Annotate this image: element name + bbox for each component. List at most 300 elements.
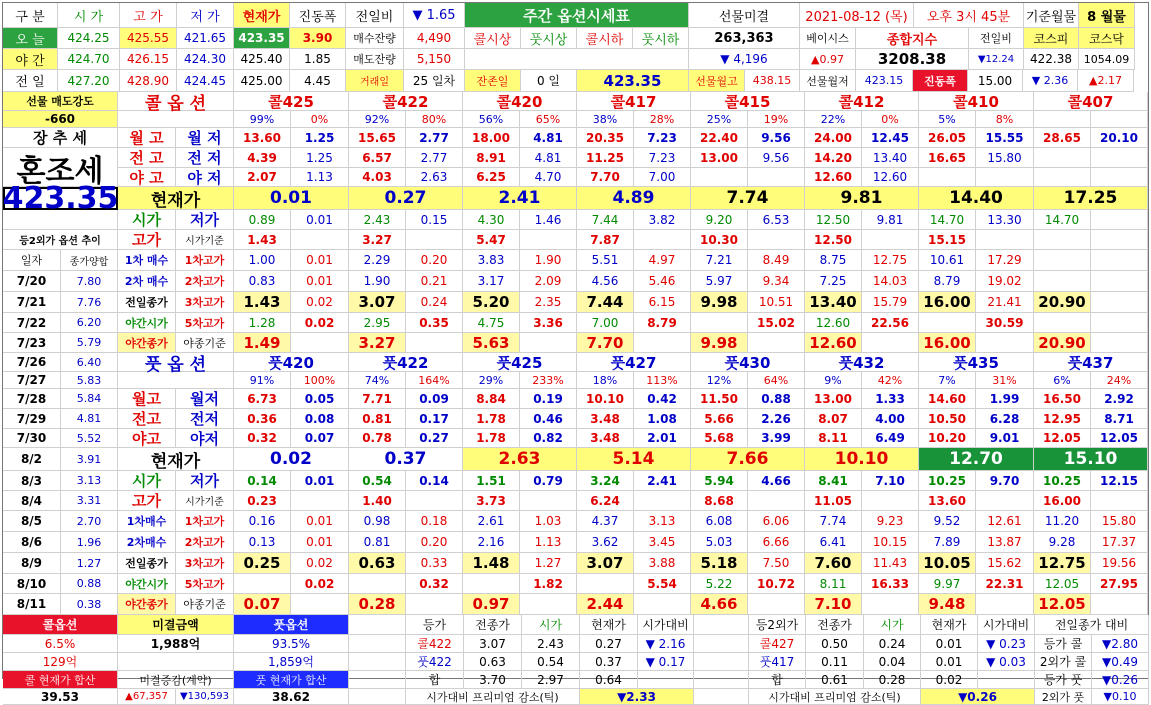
header-col: 8 월물: [1079, 3, 1135, 28]
lbl: 고가: [118, 230, 176, 250]
put-prevclose-a: 5.18: [691, 553, 748, 574]
put-wk-b: 0.42: [634, 389, 691, 409]
put-b1-b: 9.23: [862, 511, 919, 532]
put-pv-a: 10.50: [919, 409, 976, 429]
header-col: 저 가: [177, 3, 234, 28]
date: 8/3: [3, 471, 61, 491]
date-col: 일자: [3, 250, 61, 271]
call-b2-a: [1034, 271, 1091, 292]
put-nightopen-b: 5.54: [634, 574, 691, 594]
ask-qty: 5,150: [404, 49, 465, 70]
call-pv-b: 1.25: [291, 148, 349, 168]
call-amount: 129억: [3, 653, 118, 671]
prev-cell: 전 일: [3, 70, 58, 92]
put-pv-row: [3, 409, 1148, 429]
call-high-b: [862, 230, 919, 250]
lbl: 전 고: [118, 148, 176, 168]
date: 7/29: [3, 409, 61, 429]
call-b1-b: [1091, 250, 1148, 271]
call-nightclose-a: 7.70: [577, 333, 634, 353]
date-sum: 3.91: [61, 448, 118, 471]
kospi-change: ▼ 2.36: [1023, 70, 1078, 92]
call-b2-b: 19.02: [976, 271, 1034, 292]
put-current: 0.02: [234, 448, 349, 471]
header-row: [3, 3, 1148, 28]
call-nightopen-b: 0.02: [291, 313, 349, 333]
call-wk-b: 12.45: [862, 128, 919, 148]
put-b1-b: 1.03: [520, 511, 577, 532]
put-high-a: 16.00: [1034, 491, 1091, 511]
call-pct-b: 80%: [406, 111, 463, 128]
blank: [465, 49, 689, 70]
put-nightopen-a: [349, 574, 406, 594]
trade-day: 25 일차: [404, 70, 465, 92]
call-nt-b: [748, 168, 805, 187]
date: 7/21: [3, 292, 61, 313]
t2-head: 시가대비: [978, 615, 1035, 635]
put-nightclose-a: 2.44: [577, 594, 634, 615]
put-nightclose-a: 0.07: [234, 594, 291, 615]
blank: [118, 653, 234, 671]
header-col: ▼ 1.65: [404, 3, 465, 28]
call-nt-a: 4.03: [349, 168, 406, 187]
put-nightopen-a: [577, 574, 634, 594]
header-col: 주간 옵션시세표: [465, 3, 689, 28]
date: 8/11: [3, 594, 61, 615]
kospi-label: 코스피: [1024, 28, 1079, 49]
t1-cell: 3.70: [464, 671, 522, 689]
put-nt-a: 12.05: [1034, 429, 1091, 448]
put-current: 7.66: [691, 448, 805, 471]
call-nightopen-a: 2.95: [349, 313, 406, 333]
oi-down: ▼130,593: [176, 689, 234, 705]
call-prevclose-b: 6.15: [634, 292, 691, 313]
call-wk-b: 2.77: [406, 128, 463, 148]
call-high-a: 15.15: [919, 230, 976, 250]
put-prevclose-a: 10.05: [919, 553, 976, 574]
blank: [3, 210, 118, 230]
put-pct-b: 24%: [1091, 372, 1148, 389]
t2-foot-label2: 2외가 풋: [1035, 689, 1092, 705]
call-pct-a: 25%: [691, 111, 748, 128]
put-wk-row: [3, 389, 1148, 409]
call-strike: 콜422: [349, 92, 463, 111]
blank: [694, 615, 749, 635]
put-prevclose-b: 0.02: [291, 553, 349, 574]
call-high-a: 10.30: [691, 230, 748, 250]
lbl: 야고: [118, 429, 176, 448]
put-strike: 풋422: [349, 353, 463, 372]
call-pct-a: [1034, 111, 1091, 128]
date: 8/2: [3, 448, 61, 471]
put-open-b: 2.41: [634, 471, 691, 491]
lbl: 야 저: [176, 168, 234, 187]
put-pv-b: 6.28: [976, 409, 1034, 429]
call-open-b: 0.01: [291, 210, 349, 230]
put-wk-b: 0.19: [520, 389, 577, 409]
put-open-a: 8.41: [805, 471, 862, 491]
call-nt-b: 4.70: [520, 168, 577, 187]
blank: [694, 653, 749, 671]
t2-cell: 합: [749, 671, 806, 689]
today-cell: 오 늘: [3, 28, 58, 49]
composite-index-label: 종합지수: [856, 28, 969, 49]
kosdaq-change: ▲2.17: [1078, 70, 1134, 92]
put-b2-b: 1.13: [520, 532, 577, 553]
put-strike: 풋437: [1034, 353, 1148, 372]
put-wk-b: 1.33: [862, 389, 919, 409]
call-nightopen-a: [1034, 313, 1091, 333]
t2-head: 전일종가 대비: [1035, 615, 1149, 635]
put-b2-b: 6.66: [748, 532, 805, 553]
put-pct-b: 31%: [976, 372, 1034, 389]
put-prevclose-b: 11.43: [862, 553, 919, 574]
call-b2-b: 5.46: [634, 271, 691, 292]
call-pv-b: 7.23: [634, 148, 691, 168]
header-col: 구 분: [3, 3, 58, 28]
call-nightopen-b: 0.35: [406, 313, 463, 333]
put-pv-a: 8.07: [805, 409, 862, 429]
date-sum: 1.96: [61, 532, 118, 553]
call-pct-b: [1091, 111, 1148, 128]
lbl: 월고: [118, 389, 176, 409]
call-prevclose-b: 2.35: [520, 292, 577, 313]
put-b1-b: 3.13: [634, 511, 691, 532]
put-high-a: 13.60: [919, 491, 976, 511]
call-b2-b: [1091, 271, 1148, 292]
index-change: ▼12.24: [969, 49, 1024, 70]
call-sum: 39.53: [3, 689, 118, 705]
call-nightclose-b: [291, 333, 349, 353]
put-nightopen-b: 10.72: [748, 574, 805, 594]
put-pv-a: 12.95: [1034, 409, 1091, 429]
call-high-a: 5.47: [463, 230, 520, 250]
change-label: 전일비: [969, 28, 1024, 49]
put-pct-a: 18%: [577, 372, 634, 389]
put-high-a: 11.05: [805, 491, 862, 511]
today-cell: 424.25: [58, 28, 120, 49]
oi-change: ▼ 4,196: [689, 49, 800, 70]
put-strike: 풋435: [919, 353, 1034, 372]
call-nightclose-b: [1091, 333, 1148, 353]
call-wk-a: 26.05: [919, 128, 976, 148]
header-col: 현재가: [234, 3, 290, 28]
header-col: 2021-08-12 (목): [800, 3, 914, 28]
t1-cell: 0.64: [580, 671, 638, 689]
call-open-b: [1091, 210, 1148, 230]
put-open-b: 0.14: [406, 471, 463, 491]
put-open-b: 9.70: [976, 471, 1034, 491]
call-hi-row: [3, 230, 1148, 250]
ask-qty-label: 매도잔량: [346, 49, 404, 70]
call-high-b: [634, 230, 691, 250]
lbl: 저가: [176, 210, 234, 230]
put-amount: 1,859억: [234, 653, 349, 671]
unsettled-amount: 1,988억: [118, 635, 234, 653]
strength-label: 선물 매도강도: [3, 92, 118, 111]
trend-label: 장 추 세: [3, 128, 118, 148]
header-col: 진동폭: [290, 3, 346, 28]
put-high-b: [406, 491, 463, 511]
call-nightclose-b: [634, 333, 691, 353]
t1-foot-value: ▼2.33: [580, 689, 694, 705]
date: 7/20: [3, 271, 61, 292]
put-high-b: [291, 491, 349, 511]
call-wk-a: 18.00: [463, 128, 520, 148]
t2-cell: ▼0.49: [1092, 653, 1149, 671]
t1-cell: 2.43: [522, 635, 580, 653]
put-upper-limit: 풋시상: [521, 28, 577, 49]
put-pct-a: 7%: [919, 372, 976, 389]
put-pct-a: 29%: [463, 372, 520, 389]
put-nt-b: 0.07: [291, 429, 349, 448]
call-high-b: [291, 230, 349, 250]
row-night: [3, 49, 1148, 70]
t1-cell: 0.37: [580, 653, 638, 671]
put-nightclose-b: [291, 594, 349, 615]
put-current: 0.37: [349, 448, 463, 471]
call-b1-a: [1034, 250, 1091, 271]
t2-cell: 0.11: [806, 653, 864, 671]
call-strike: 콜412: [805, 92, 919, 111]
date: 8/9: [3, 553, 61, 574]
call-wk-b: 4.81: [520, 128, 577, 148]
t1-head: 등가: [406, 615, 464, 635]
put-open-a: 3.24: [577, 471, 634, 491]
footer-row1: [3, 615, 1148, 635]
blank: [694, 689, 749, 705]
t1-cell: 3.07: [464, 635, 522, 653]
put-nt-b: 3.99: [748, 429, 805, 448]
blank: [694, 635, 749, 653]
put-wk-a: 7.71: [349, 389, 406, 409]
put-b2-a: 6.41: [805, 532, 862, 553]
put-nt-b: 2.01: [634, 429, 691, 448]
call-title: 콜 옵 션: [118, 92, 234, 111]
month-low-label: 선물월저: [800, 70, 856, 92]
put-b1-b: 0.18: [406, 511, 463, 532]
put-pv-b: 0.08: [291, 409, 349, 429]
put-pv-b: 4.00: [862, 409, 919, 429]
put-current: 5.14: [577, 448, 691, 471]
put-current: 12.70: [919, 448, 1034, 471]
header-col: 시 가: [58, 3, 120, 28]
call-prevclose-b: 0.02: [291, 292, 349, 313]
put-open-a: 10.25: [1034, 471, 1091, 491]
put-nightclose-a: 12.05: [1034, 594, 1091, 615]
put-nightclose-a: 7.10: [805, 594, 862, 615]
put-current: 10.10: [805, 448, 919, 471]
call-nightopen-a: [919, 313, 976, 333]
call-b2-a: 5.97: [691, 271, 748, 292]
t1-cell: 풋422: [406, 653, 464, 671]
call-prevclose-b: [1091, 292, 1148, 313]
call-strike-row: [3, 92, 1148, 114]
put-strike: 풋430: [691, 353, 805, 372]
call-b1-b: 17.29: [976, 250, 1034, 271]
prev-cell: 4.45: [290, 70, 346, 92]
call-pv-b: 9.56: [748, 148, 805, 168]
call-b2-row: [3, 271, 1148, 292]
put-nightclose-b: [1091, 594, 1148, 615]
put-nt-a: 5.68: [691, 429, 748, 448]
call-high-a: 3.27: [349, 230, 406, 250]
call-pv-b: 2.77: [406, 148, 463, 168]
date-sum: 7.80: [61, 271, 118, 292]
call-b2-a: 8.79: [919, 271, 976, 292]
put-nt-a: 0.32: [234, 429, 291, 448]
call-pct-a: 38%: [577, 111, 634, 128]
call-nightopen-a: 4.75: [463, 313, 520, 333]
call-pct: 6.5%: [3, 635, 118, 653]
put-open-a: 0.14: [234, 471, 291, 491]
put-sum-label: 풋 현재가 합산: [234, 671, 349, 689]
put-nightopen-a: 8.11: [805, 574, 862, 594]
call-wk-b: 15.55: [976, 128, 1034, 148]
call-nightclose-b: [862, 333, 919, 353]
oi-up: ▲67,357: [118, 689, 176, 705]
call-pct-b: 0%: [862, 111, 919, 128]
call-prevclose-a: 3.07: [349, 292, 406, 313]
call-nightopen-b: [1091, 313, 1148, 333]
lbl: 5차고가: [176, 574, 234, 594]
call-high-b: [1091, 230, 1148, 250]
month-high: 438.15: [745, 70, 800, 92]
call-b2-b: 2.09: [520, 271, 577, 292]
call-nt-b: 2.63: [406, 168, 463, 187]
put-high-b: [1091, 491, 1148, 511]
call-pv-a: 11.25: [577, 148, 634, 168]
put-pct-b: 100%: [291, 372, 349, 389]
put-nt-b: 6.49: [862, 429, 919, 448]
call-pct-a: 56%: [463, 111, 520, 128]
put-nightopen-b: 16.33: [862, 574, 919, 594]
call-current: 14.40: [919, 187, 1034, 210]
date: 7/27: [3, 372, 61, 389]
put-b1-a: 2.61: [463, 511, 520, 532]
put-wk-a: 10.10: [577, 389, 634, 409]
call-b1-b: 0.01: [291, 250, 349, 271]
call-current: 9.81: [805, 187, 919, 210]
lbl: 야 고: [118, 168, 176, 187]
put-nightopen-a: 9.97: [919, 574, 976, 594]
lbl: 월저: [176, 389, 234, 409]
lbl: 야저: [176, 429, 234, 448]
date-sum: 5.52: [61, 429, 118, 448]
call-nt-b: [1091, 168, 1148, 187]
call-prevclose-a: 13.40: [805, 292, 862, 313]
call-pc-row: [3, 292, 1148, 313]
call-wk-a: 20.35: [577, 128, 634, 148]
call-strike: 콜420: [463, 92, 577, 111]
lbl: 시가: [118, 471, 176, 491]
call-b1-b: 0.20: [406, 250, 463, 271]
t2-cell: ▼ 0.23: [978, 635, 1035, 653]
put-prevclose-a: 0.25: [234, 553, 291, 574]
today-cell: 3.90: [290, 28, 346, 49]
put-pct-row: [3, 372, 1148, 389]
lbl: 야종기준: [176, 333, 234, 353]
call-nt-a: 7.70: [577, 168, 634, 187]
t1-cell: 0.27: [580, 635, 638, 653]
call-nightclose-a: 20.90: [1034, 333, 1091, 353]
call-b2-b: 0.01: [291, 271, 349, 292]
date: 7/28: [3, 389, 61, 409]
put-nightopen-b: 22.31: [976, 574, 1034, 594]
lbl: 현재가: [118, 187, 234, 210]
trend2-label: 등2외가 옵션 추이: [3, 230, 118, 250]
date: 8/4: [3, 491, 61, 511]
call-strike: 콜410: [919, 92, 1034, 111]
call-open-b: 9.81: [862, 210, 919, 230]
t2-head: 시가: [864, 615, 921, 635]
call-b1-a: 5.51: [577, 250, 634, 271]
call-high-b: [748, 230, 805, 250]
footer-row5: [3, 689, 1148, 705]
call-prevclose-a: 9.98: [691, 292, 748, 313]
call-wk-a: 28.65: [1034, 128, 1091, 148]
blank: [694, 671, 749, 689]
t1-head: 현재가: [580, 615, 638, 635]
call-nightclose-b: [406, 333, 463, 353]
put-prevclose-a: 0.63: [349, 553, 406, 574]
date-sum: 5.84: [61, 389, 118, 409]
t2-cell: ▼2.80: [1092, 635, 1149, 653]
call-b2-b: 9.34: [748, 271, 805, 292]
call-nightopen-b: 15.02: [748, 313, 805, 333]
call-current: 0.27: [349, 187, 463, 210]
call-open-a: 0.89: [234, 210, 291, 230]
blank: [349, 653, 406, 671]
put-b1-a: 4.37: [577, 511, 634, 532]
current-price: 423.35: [2, 181, 119, 216]
put-nightclose-a: 0.97: [463, 594, 520, 615]
futures-price: 423.35: [577, 70, 689, 92]
put-open-a: 1.51: [463, 471, 520, 491]
call-prevclose-a: 20.90: [1034, 292, 1091, 313]
call-wk-a: 13.60: [234, 128, 291, 148]
night-cell: 425.40: [234, 49, 290, 70]
call-pv-a: [1034, 148, 1091, 168]
call-wk-b: 7.23: [634, 128, 691, 148]
put-pct-b: 233%: [520, 372, 577, 389]
put-b2-a: 2.16: [463, 532, 520, 553]
call-prevclose-a: 7.44: [577, 292, 634, 313]
date-sum: 2.70: [61, 511, 118, 532]
put-high-a: 6.24: [577, 491, 634, 511]
t2-cell: 풋417: [749, 653, 806, 671]
header-col: 고 가: [120, 3, 177, 28]
call-nightclose-b: [748, 333, 805, 353]
t2-foot-value2: ▼0.10: [1092, 689, 1149, 705]
call-nightclose-a: 12.60: [805, 333, 862, 353]
put-open-b: 0.01: [291, 471, 349, 491]
date-sum: 7.76: [61, 292, 118, 313]
put-b2-b: 3.45: [634, 532, 691, 553]
call-upper-limit: 콜시상: [465, 28, 521, 49]
put-nt-a: 0.78: [349, 429, 406, 448]
lbl: 5차고가: [176, 313, 234, 333]
put-pv-b: 2.26: [748, 409, 805, 429]
put-b1-a: 7.74: [805, 511, 862, 532]
put-strike: 풋425: [463, 353, 577, 372]
lbl: 현재가: [118, 448, 234, 471]
prev-cell: 424.45: [177, 70, 234, 92]
lbl: 시가: [118, 210, 176, 230]
unsettled-label: 미결금액: [118, 615, 234, 635]
t2-head: 전종가: [806, 615, 864, 635]
call-b1-b: 8.49: [748, 250, 805, 271]
